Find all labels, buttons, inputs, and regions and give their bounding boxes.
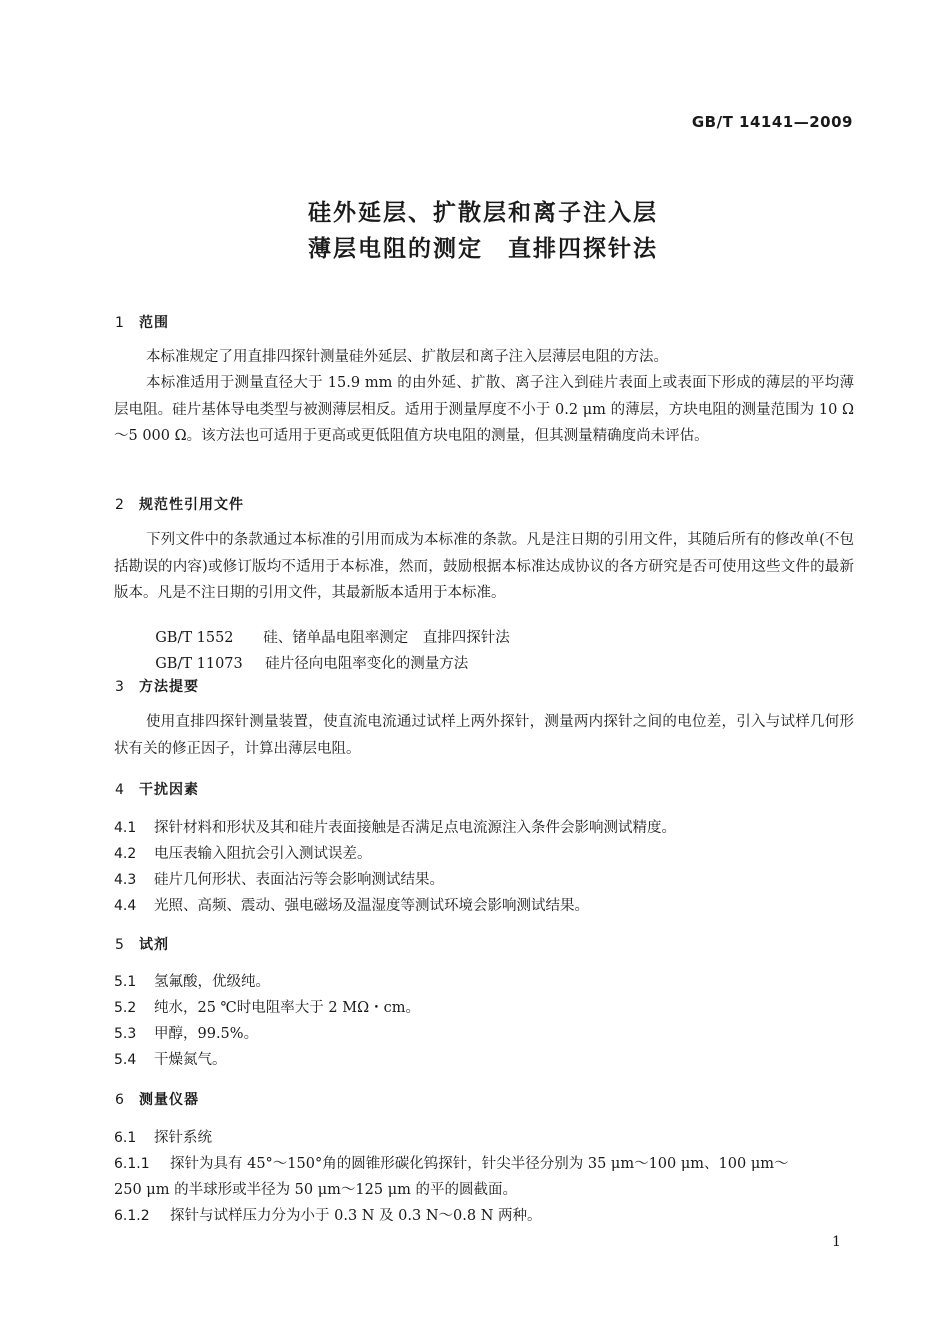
subclause-item bbox=[114, 1126, 212, 1147]
document-title bbox=[0, 195, 950, 267]
clause-number: 4.2 bbox=[114, 846, 137, 862]
section-number: 4 bbox=[115, 782, 125, 798]
section-title: 范围 bbox=[139, 315, 169, 331]
clause-item bbox=[114, 868, 444, 889]
clause-number: 6.1.2 bbox=[114, 1208, 150, 1224]
section-6-heading bbox=[115, 1089, 199, 1109]
section-1-paragraph-1: 本标准规定了用直排四探针测量硅外延层、扩散层和离子注入层薄层电阻的方法。 bbox=[146, 349, 668, 365]
clause-number: 4.4 bbox=[114, 898, 137, 914]
page-number: 1 bbox=[832, 1234, 841, 1250]
section-5-heading bbox=[115, 934, 169, 954]
clause-item bbox=[114, 1022, 258, 1043]
title-line-1: 硅外延层、扩散层和离子注入层 bbox=[308, 200, 658, 226]
clause-item bbox=[114, 1048, 227, 1069]
normative-reference bbox=[146, 636, 468, 673]
section-number: 6 bbox=[115, 1092, 125, 1108]
clause-text: 探针材料和形状及其和硅片表面接触是否满足点电流源注入条件会影响测试精度。 bbox=[154, 820, 676, 836]
section-number: 2 bbox=[115, 497, 125, 513]
clause-item bbox=[114, 970, 270, 991]
section-number: 1 bbox=[115, 315, 125, 331]
clause-text: 甲醇，99.5%。 bbox=[154, 1026, 259, 1042]
section-number: 3 bbox=[115, 679, 125, 695]
clause-number: 6.1 bbox=[114, 1130, 137, 1146]
clause-number: 5.2 bbox=[114, 1000, 137, 1016]
clause-text: 纯水，25 ℃时电阻率大于 2 MΩ・cm。 bbox=[154, 1000, 420, 1016]
subclause-item bbox=[114, 1152, 789, 1173]
clause-text: 探针为具有 45°～150°角的圆锥形碳化钨探针，针尖半径分别为 35 μm～100 μm、100 μm～ bbox=[170, 1156, 789, 1172]
section-title: 试剂 bbox=[139, 937, 169, 953]
clause-item bbox=[114, 842, 372, 863]
section-title: 方法提要 bbox=[139, 679, 199, 695]
section-1-paragraph-2: 本标准适用于测量直径大于 15.9 mm 的由外延、扩散、离子注入到硅片表面上或表面下形成的薄层的平均薄层电阻。硅片基体导电类型与被测薄层相反。适用于测量厚度不小于 0.2 μm 的薄层，方块电阻的测量范围为 10 Ω～5 000 Ω。该方法也可适用于更高或更低阻值方块电阻的测量，但其测量精确度尚未评估。 bbox=[114, 375, 854, 444]
reference-title: 硅、锗单晶电阻率测定 直排四探针法 bbox=[263, 630, 510, 646]
section-4-heading bbox=[115, 779, 199, 799]
clause-text: 探针系统 bbox=[154, 1130, 212, 1146]
section-2-heading bbox=[115, 494, 244, 514]
clause-item bbox=[114, 816, 676, 837]
section-number: 5 bbox=[115, 937, 125, 953]
clause-item bbox=[114, 996, 420, 1017]
reference-title: 硅片径向电阻率变化的测量方法 bbox=[265, 656, 469, 672]
section-3-paragraph-1: 使用直排四探针测量装置，使直流电流通过试样上两外探针，测量两内探针之间的电位差，引入与试样几何形状有关的修正因子，计算出薄层电阻。 bbox=[114, 714, 854, 757]
title-line-2: 薄层电阻的测定 直排四探针法 bbox=[308, 236, 658, 262]
clause-text: 探针与试样压力分为小于 0.3 N 及 0.3 N～0.8 N 两种。 bbox=[170, 1208, 542, 1224]
clause-text: 氢氟酸，优级纯。 bbox=[154, 974, 270, 990]
clause-text: 干燥氮气。 bbox=[154, 1052, 227, 1068]
subclause-item bbox=[114, 1204, 542, 1225]
clause-number: 6.1.1 bbox=[114, 1156, 150, 1172]
clause-item bbox=[114, 894, 589, 915]
section-title: 测量仪器 bbox=[139, 1092, 199, 1108]
reference-code: GB/T 11073 bbox=[155, 656, 243, 672]
clause-text: 硅片几何形状、表面沾污等会影响测试结果。 bbox=[154, 872, 444, 888]
clause-number: 5.4 bbox=[114, 1052, 137, 1068]
standard-code: GB/T 14141—2009 bbox=[691, 113, 853, 131]
clause-number: 5.1 bbox=[114, 974, 137, 990]
clause-number: 4.3 bbox=[114, 872, 137, 888]
section-title: 规范性引用文件 bbox=[139, 497, 244, 513]
section-title: 干扰因素 bbox=[139, 782, 199, 798]
section-1-heading bbox=[115, 312, 169, 332]
clause-text: 光照、高频、震动、强电磁场及温湿度等测试环境会影响测试结果。 bbox=[154, 898, 589, 914]
reference-code: GB/T 1552 bbox=[155, 630, 234, 646]
clause-continuation: 250 μm 的半球形或半径为 50 μm～125 μm 的平的圆截面。 bbox=[114, 1182, 517, 1198]
clause-number: 4.1 bbox=[114, 820, 137, 836]
section-2-paragraph-1: 下列文件中的条款通过本标准的引用而成为本标准的条款。凡是注日期的引用文件，其随后所有的修改单(不包括勘误的内容)或修订版均不适用于本标准，然而，鼓励根据本标准达成协议的各方研究是否可使用这些文件的最新版本。凡是不注日期的引用文件，其最新版本适用于本标准。 bbox=[114, 532, 854, 601]
section-3-heading bbox=[115, 676, 199, 696]
clause-number: 5.3 bbox=[114, 1026, 137, 1042]
clause-text: 电压表输入阻抗会引入测试误差。 bbox=[154, 846, 372, 862]
